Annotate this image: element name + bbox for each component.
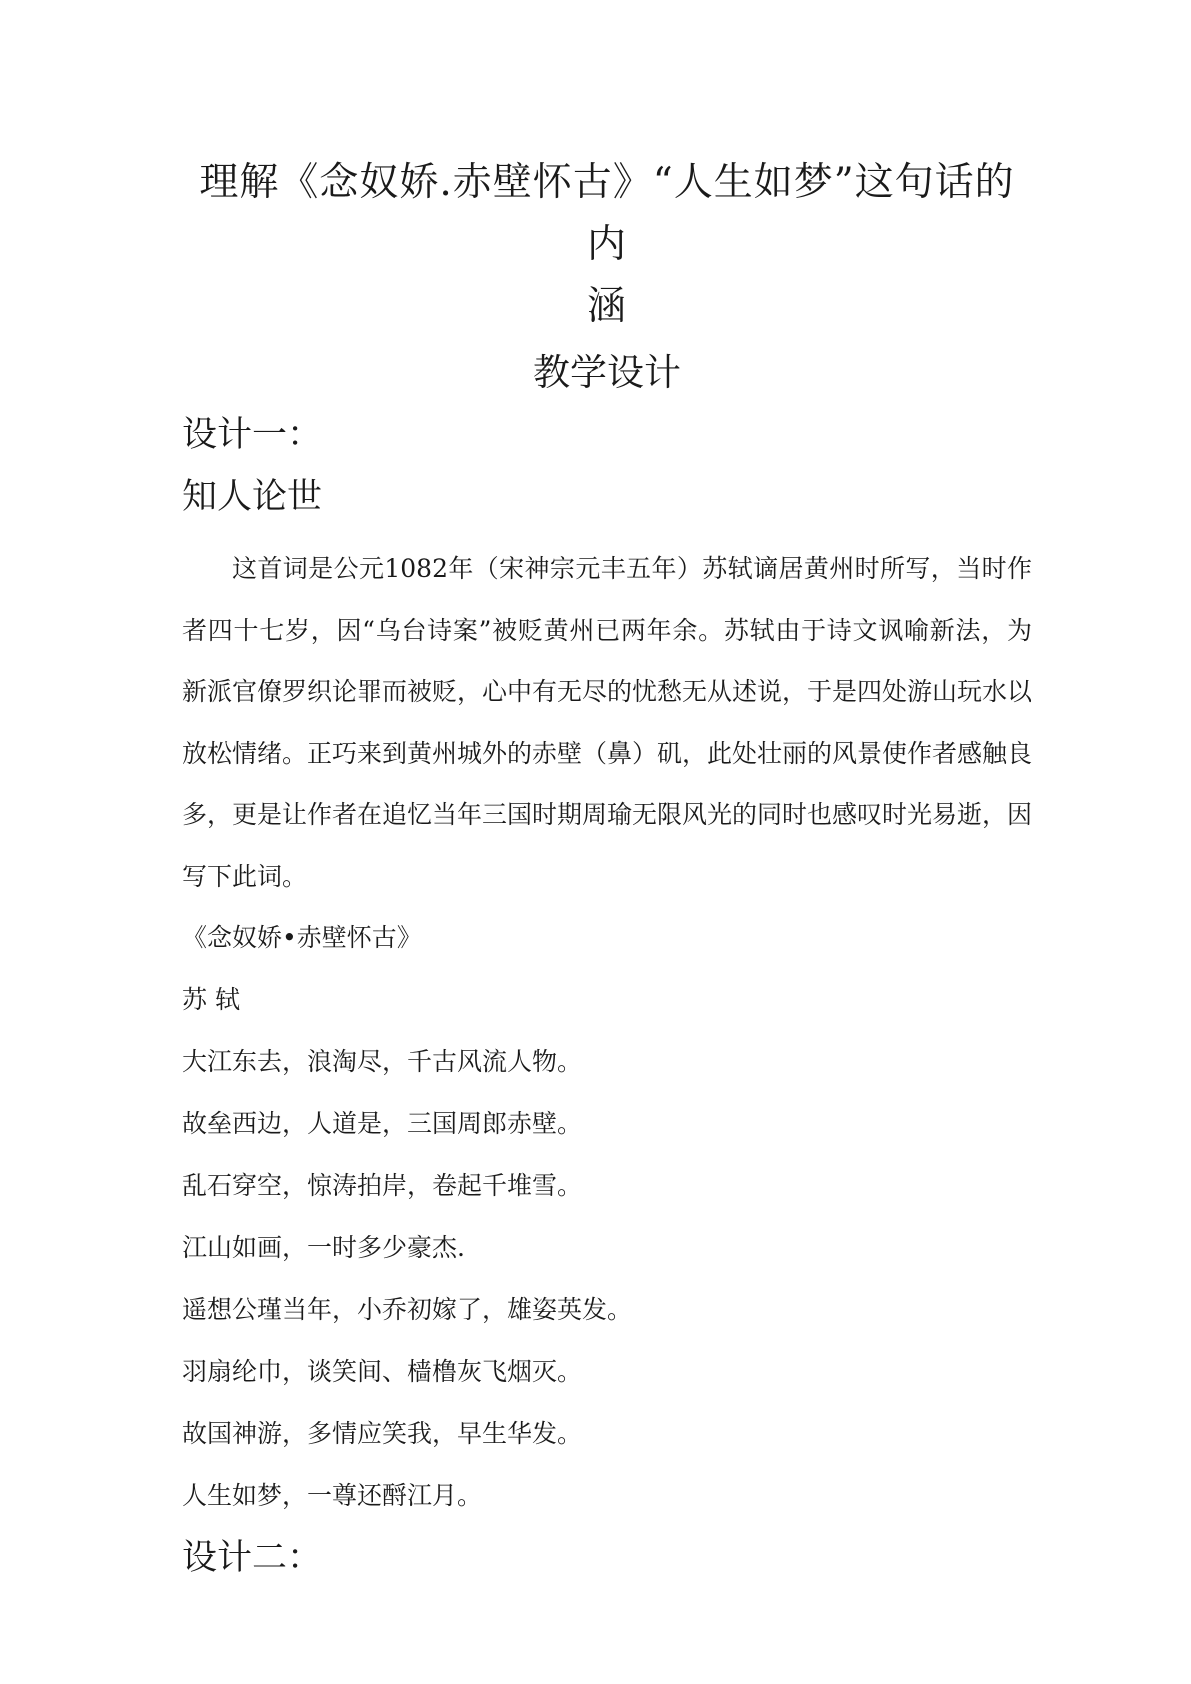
poem-line: 人生如梦，一尊还酹江月。 xyxy=(182,1481,483,1510)
intro-paragraph: 这首词是公元1082年（宋神宗元丰五年）苏轼谪居黄州时所写，当时作者四十七岁，因“乌台诗案”被贬黄州已两年余。苏轼由于诗文讽喻新法，为新派官僚罗织论罪而被贬，心中有无尽的忧愁无从述说，于是四处游山玩水以放松情绪。正巧来到黄州城外的赤壁（鼻）矶，此处壮丽的风景使作者感触良多，更是让作者在追忆当年三国时期周瑜无限风光的同时也感叹时光易逝，因写下此词。 xyxy=(182,554,1033,891)
poem-line: 羽扇纶巾，谈笑间、樯橹灰飞烟灭。 xyxy=(182,1357,583,1386)
title-line-1: 理解《念奴娇.赤壁怀古》“人生如梦”这句话的内 xyxy=(199,160,1015,267)
poem-line: 故国神游，多情应笑我，早生华发。 xyxy=(182,1419,583,1448)
poem-author: 苏 轼 xyxy=(182,985,240,1014)
document-subtitle: 教学设计 xyxy=(533,351,681,394)
poem-line: 遥想公瑾当年，小乔初嫁了，雄姿英发。 xyxy=(182,1295,633,1324)
section-1-label: 设计一： xyxy=(182,415,323,455)
title-line-2: 涵 xyxy=(586,284,627,329)
section-2-label: 设计二： xyxy=(182,1538,323,1578)
poem-line: 乱石穿空，惊涛拍岸，卷起千堆雪。 xyxy=(182,1171,583,1200)
poem-title: 《念奴娇•赤壁怀古》 xyxy=(182,923,422,952)
document-title xyxy=(182,152,1032,338)
poem-line: 江山如画，一时多少豪杰. xyxy=(182,1233,465,1262)
section-1-heading: 知人论世 xyxy=(182,477,323,517)
poem-line: 故垒西边，人道是，三国周郎赤壁。 xyxy=(182,1109,583,1138)
poem-line: 大江东去，浪淘尽，千古风流人物。 xyxy=(182,1047,583,1076)
document-content xyxy=(182,152,1032,1589)
